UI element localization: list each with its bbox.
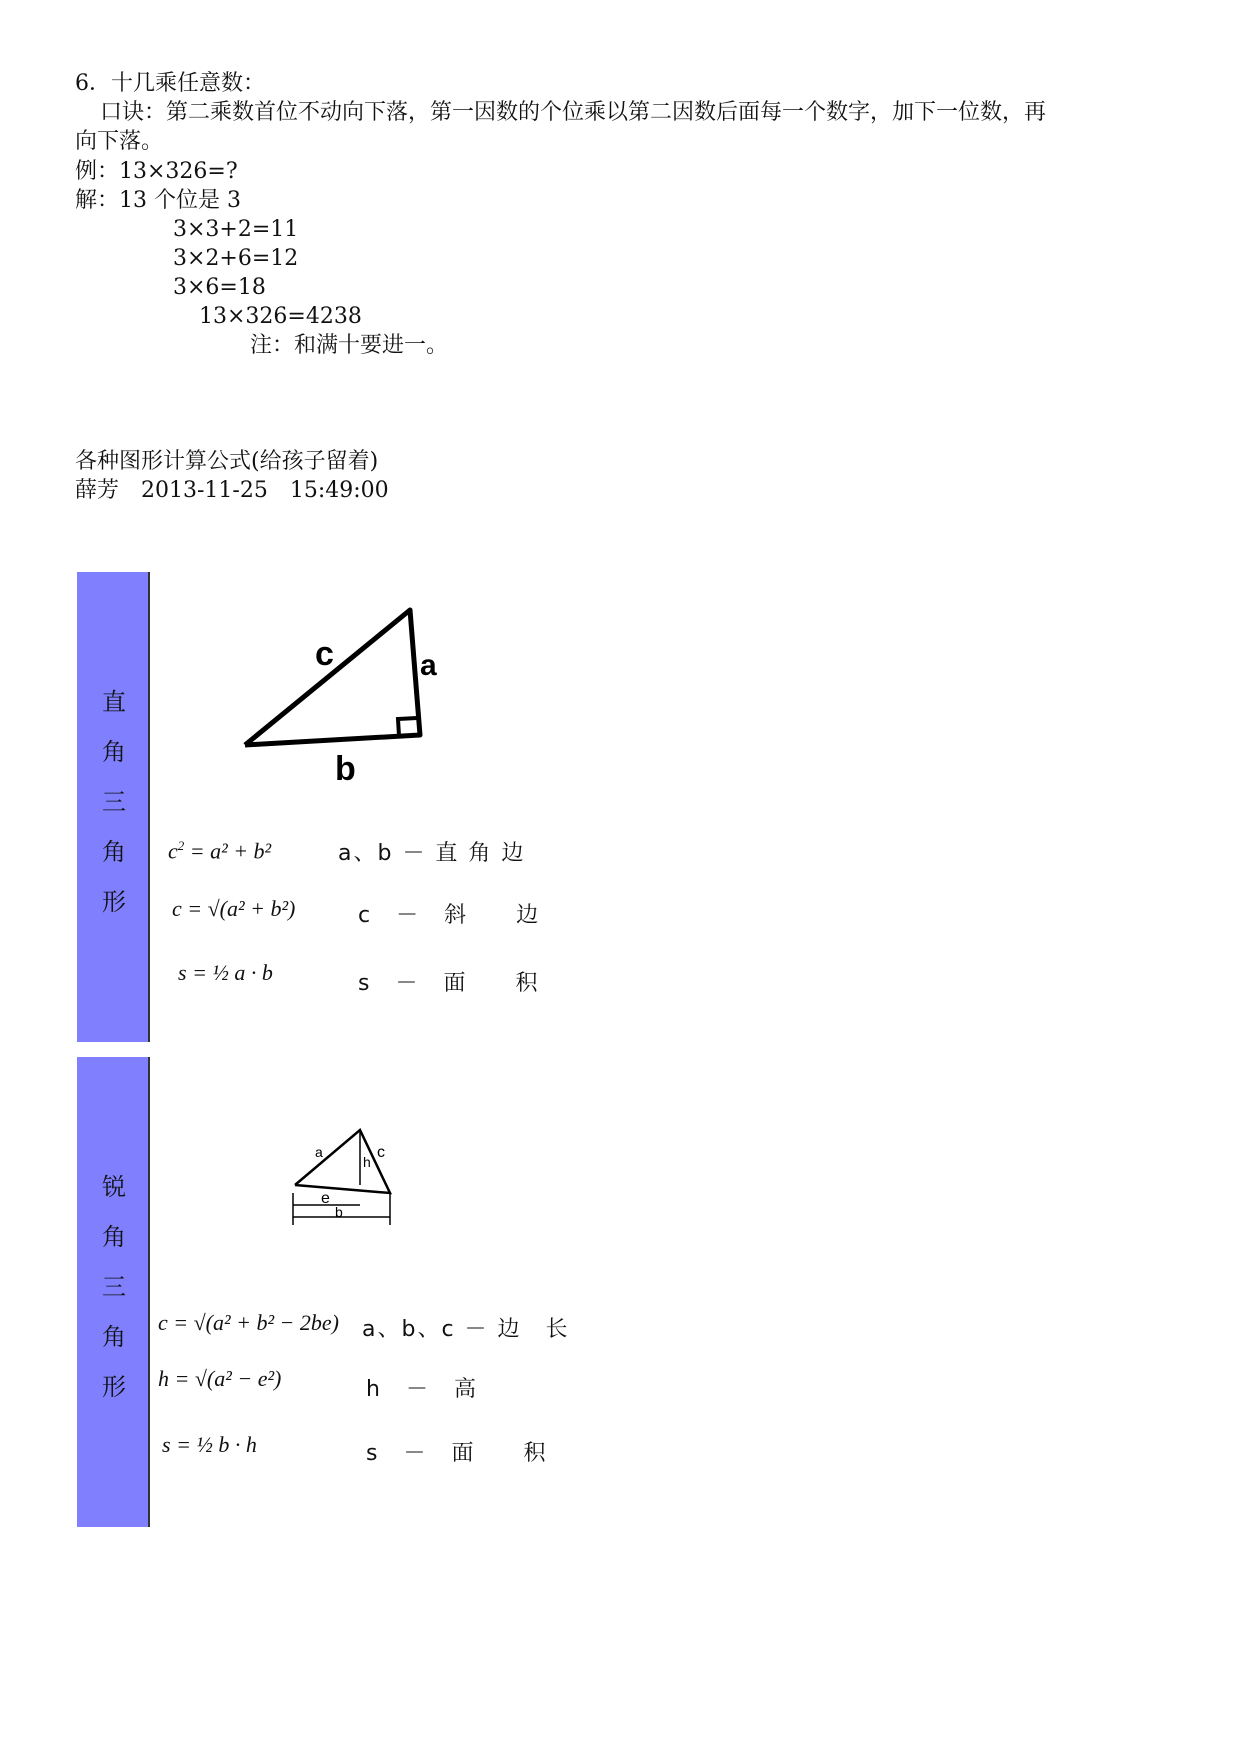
right-triangle-figure <box>230 595 470 785</box>
method-heading: 6．十几乘任意数： <box>75 71 265 96</box>
fig-label-h: h <box>363 1154 371 1170</box>
label-char: 角 <box>102 1223 126 1251</box>
fig-label-a: a <box>420 649 437 682</box>
article-title: 各种图形计算公式(给孩子留着) <box>75 449 379 474</box>
formula-left: h <box>158 1366 169 1391</box>
formula-expression: = ½ b · h <box>176 1432 257 1457</box>
formula-expression: = √(a² + b² − 2be) <box>173 1310 339 1335</box>
label-char: 形 <box>102 888 126 916</box>
method-result: 13×326=4238 <box>199 304 362 329</box>
formula-left: c <box>158 1310 168 1335</box>
formula-desc: c － 斜 边 <box>358 903 541 928</box>
acute-triangle-figure <box>285 1125 405 1235</box>
formula-left: c <box>168 838 178 864</box>
label-char: 角 <box>102 738 126 766</box>
label-char: 锐 <box>102 1173 126 1201</box>
label-char: 角 <box>102 838 126 866</box>
formula-pythagoras: $c^2 = a^2 + b^2$ <box>168 838 272 864</box>
method-rule-line1: 口诀：第二乘数首位不动向下落，第一因数的个位乘以第二因数后面每一个数字，加下一位数，再 <box>100 100 1047 125</box>
label-char: 角 <box>102 1323 126 1351</box>
method-note: 注：和满十要进一。 <box>250 333 449 358</box>
formula-cosine <box>158 1310 339 1336</box>
method-step: 3×2+6=12 <box>173 246 299 271</box>
label-char: 三 <box>102 1273 126 1301</box>
formula-desc: a、b － 直 角 边 <box>338 841 526 866</box>
fig-label-c: c <box>315 635 334 673</box>
label-char: 三 <box>102 788 126 816</box>
formula-area <box>162 1432 257 1458</box>
formula-desc: s － 面 积 <box>366 1441 548 1466</box>
method-solution: 解：13 个位是 3 <box>75 188 241 213</box>
formula-expression: = √(a² + b²) <box>187 896 296 921</box>
formula-desc: h － 高 <box>366 1377 478 1402</box>
fig-label-c: c <box>377 1144 385 1161</box>
label-char: 形 <box>102 1373 126 1401</box>
formula-left: c <box>172 896 182 921</box>
fig-label-e: e <box>321 1190 330 1207</box>
right-triangle-label <box>99 677 129 927</box>
acute-triangle-side-bar <box>77 1057 150 1527</box>
method-rule-line2: 向下落。 <box>75 129 164 154</box>
formula-left: s <box>162 1432 171 1457</box>
method-step: 3×3+2=11 <box>173 217 299 242</box>
formula-desc: a、b、c － 边 长 <box>362 1317 570 1342</box>
formula-left: s <box>178 960 187 985</box>
label-char: 直 <box>102 688 126 716</box>
method-example: 例：13×326=? <box>75 159 238 184</box>
acute-triangle-label <box>99 1162 129 1412</box>
formula-expression: = a² + b² <box>189 838 272 864</box>
formula-area <box>178 960 273 986</box>
formula-height <box>158 1366 281 1392</box>
fig-label-b: b <box>335 750 356 785</box>
right-triangle-side-bar <box>77 572 150 1042</box>
method-step: 3×6=18 <box>173 275 266 300</box>
fig-label-a: a <box>315 1144 323 1160</box>
formula-expression: = √(a² − e²) <box>174 1366 282 1391</box>
fig-label-b: b <box>335 1204 343 1220</box>
article-byline: 薛芳 2013-11-25 15:49:00 <box>75 478 389 503</box>
formula-expression: = ½ a · b <box>192 960 273 985</box>
formula-desc: s － 面 积 <box>358 971 540 996</box>
formula-hypotenuse <box>172 896 295 922</box>
